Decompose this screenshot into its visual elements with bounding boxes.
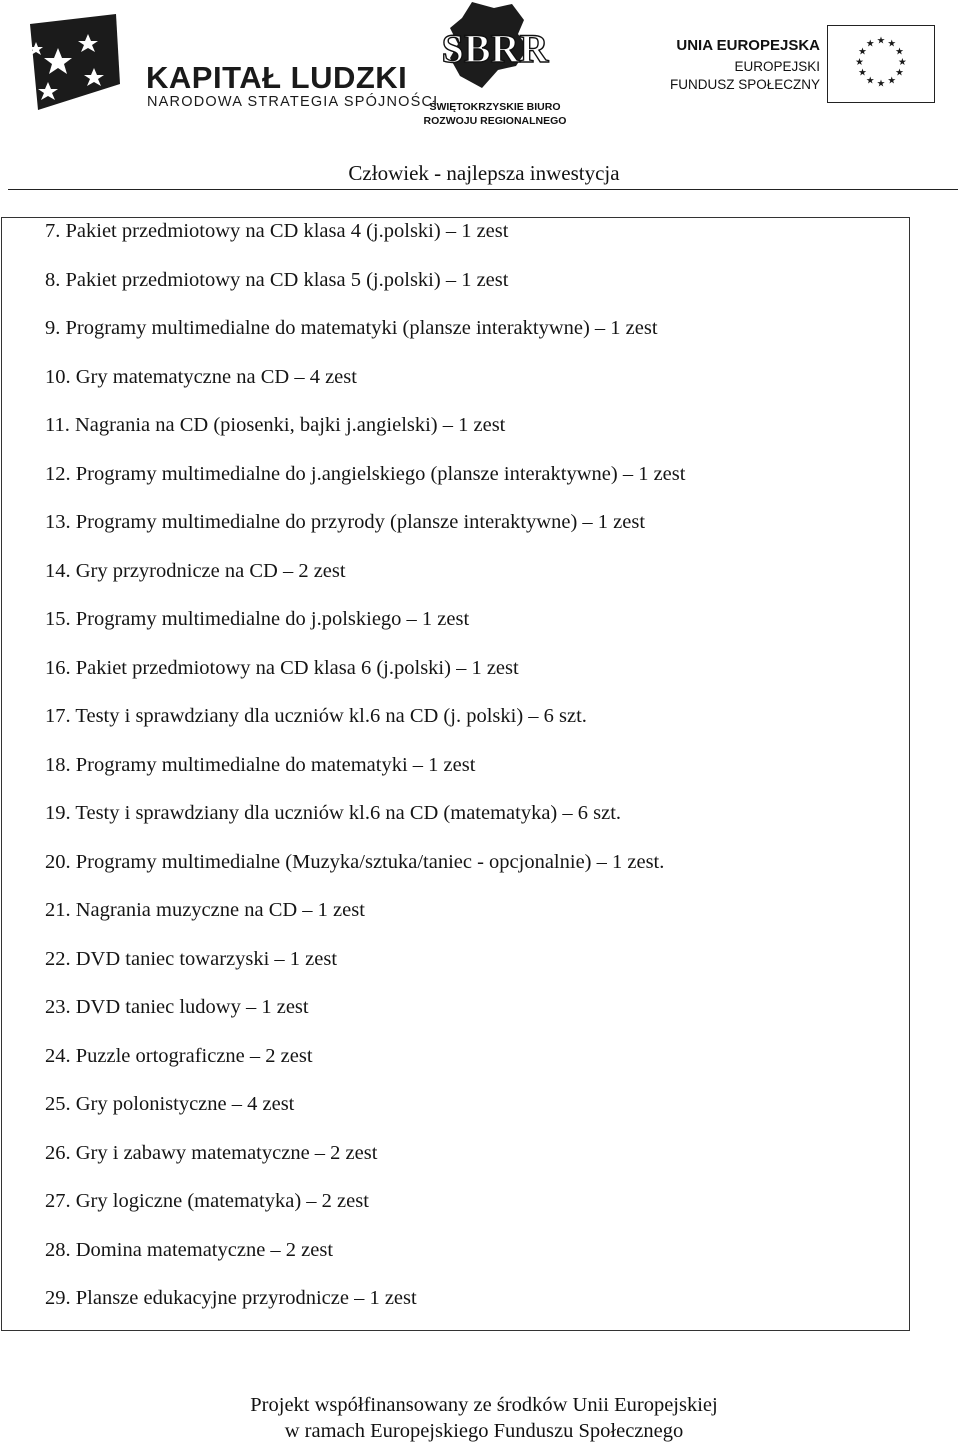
eu-subtitle-line1: EUROPEJSKI [734,59,820,74]
svg-text:★: ★ [898,56,907,68]
sbrr-logo-icon [420,0,570,92]
svg-text:★: ★ [895,46,904,58]
list-item: 22. DVD taniec towarzyski – 1 zest [45,948,338,970]
header-divider [8,189,958,190]
list-item: 8. Pakiet przedmiotowy na CD klasa 5 (j.polski) – 1 zest [45,269,509,291]
eu-subtitle-line2: FUNDUSZ SPOŁECZNY [669,77,820,92]
svg-text:★: ★ [858,46,867,58]
list-item: 20. Programy multimedialne (Muzyka/sztuka/taniec - opcjonalnie) – 1 zest. [45,851,665,873]
list-item: 14. Gry przyrodnicze na CD – 2 zest [45,560,346,582]
list-item: 7. Pakiet przedmiotowy na CD klasa 4 (j.polski) – 1 zest [45,220,509,242]
footer-line1: Projekt współfinansowany ze środków Unii Europejskiej [250,1394,718,1416]
sbrr-logo-text: SBRR [441,26,549,71]
svg-text:★: ★ [887,38,897,50]
list-item: 19. Testy i sprawdziany dla uczniów kl.6 na CD (matematyka) – 6 szt. [45,802,622,824]
svg-text:★: ★ [895,67,904,79]
svg-text:★: ★ [855,56,864,68]
footer [0,1392,960,1444]
list-item: 21. Nagrania muzyczne na CD – 1 zest [45,899,365,921]
list-item: 27. Gry logiczne (matematyka) – 2 zest [45,1190,369,1212]
list-item: 16. Pakiet przedmiotowy na CD klasa 6 (j.polski) – 1 zest [45,657,519,679]
svg-text:★: ★ [887,75,897,87]
sbrr-name-line2: ROZWOJU REGIONALNEGO [423,115,567,127]
list-item: 15. Programy multimedialne do j.polskiego – 1 zest [45,608,470,630]
list-item: 24. Puzzle ortograficzne – 2 zest [45,1045,313,1067]
svg-text:★: ★ [865,38,875,50]
list-item: 10. Gry matematyczne na CD – 4 zest [45,366,357,388]
eu-logo [650,25,935,107]
list-item: 28. Domina matematyczne – 2 zest [45,1239,334,1261]
svg-text:★: ★ [876,35,886,47]
svg-text:★: ★ [858,67,867,79]
list-item: 13. Programy multimedialne do przyrody (plansze interaktywne) – 1 zest [45,511,646,533]
kapital-ludzki-subtitle: NARODOWA STRATEGIA SPÓJNOŚCI [147,94,439,110]
list-item: 29. Plansze edukacyjne przyrodnicze – 1 zest [45,1287,417,1309]
kapital-ludzki-logo [28,12,439,112]
list-item: 25. Gry polonistyczne – 4 zest [45,1093,295,1115]
svg-text:★: ★ [865,75,875,87]
footer-line2: w ramach Europejskiego Funduszu Społecznego [284,1420,684,1442]
list-item: 18. Programy multimedialne do matematyki – 1 zest [45,754,476,776]
kapital-ludzki-logo-icon [28,12,123,112]
list-item: 26. Gry i zabawy matematyczne – 2 zest [45,1142,378,1164]
eu-flag-icon [827,25,935,103]
list-item: 23. DVD taniec ludowy – 1 zest [45,996,309,1018]
list-item: 17. Testy i sprawdziany dla uczniów kl.6 na CD (j. polski) – 6 szt. [45,705,587,727]
svg-text:★: ★ [876,78,886,90]
header-motto: Człowiek - najlepsza inwestycja [348,161,620,185]
list-item: 12. Programy multimedialne do j.angielskiego (plansze interaktywne) – 1 zest [45,463,686,485]
eu-title: UNIA EUROPEJSKA [676,37,820,54]
kapital-ludzki-title: KAPITAŁ LUDZKI [146,60,408,95]
sbrr-name-line1: ŚWIĘTOKRZYSKIE BIURO [429,101,561,113]
list-item: 9. Programy multimedialne do matematyki (plansze interaktywne) – 1 zest [45,317,658,339]
list-item: 11. Nagrania na CD (piosenki, bajki j.angielski) – 1 zest [45,414,506,436]
sbrr-logo [410,0,580,130]
